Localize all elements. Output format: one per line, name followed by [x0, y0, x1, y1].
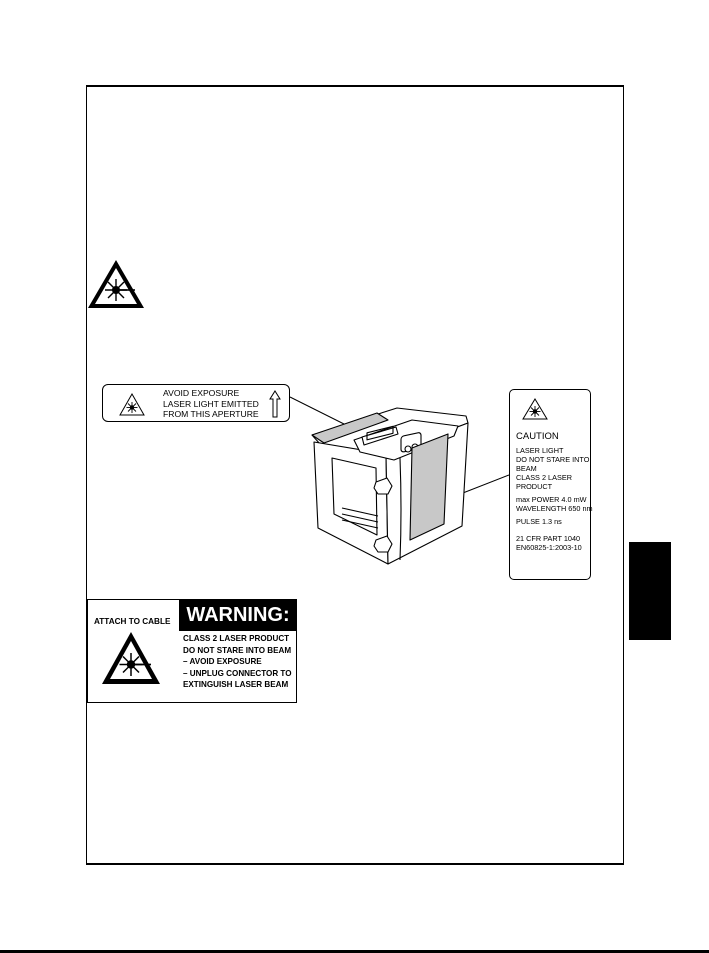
- warning-header: WARNING:: [179, 600, 297, 631]
- caution-line: CLASS 2 LASER: [516, 473, 572, 482]
- warning-body: [183, 633, 292, 691]
- warning-line: DO NOT STARE INTO BEAM: [183, 645, 292, 655]
- up-arrow-icon: [269, 390, 281, 418]
- caution-spec: max POWER 4.0 mW: [516, 495, 587, 504]
- caution-line: LASER LIGHT: [516, 446, 564, 455]
- aperture-label-line: LASER LIGHT EMITTED: [163, 398, 259, 409]
- aperture-warning-label: [102, 384, 290, 422]
- laser-warning-triangle-icon: [86, 258, 146, 310]
- laser-warning-triangle-icon: [100, 630, 162, 686]
- laser-warning-triangle-icon: [119, 393, 145, 416]
- caution-standard: EN60825-1:2003-10: [516, 543, 582, 552]
- caution-body: [516, 446, 592, 552]
- warning-line: CLASS 2 LASER PRODUCT: [183, 634, 290, 643]
- warning-line: – AVOID EXPOSURE: [183, 657, 262, 666]
- laser-warning-triangle-icon: [522, 398, 548, 420]
- aperture-label-line: FROM THIS APERTURE: [163, 409, 259, 419]
- caution-line: PRODUCT: [516, 482, 553, 491]
- warning-line: – UNPLUG CONNECTOR TO: [183, 668, 292, 678]
- aperture-label-text: [163, 388, 259, 420]
- caution-standard: 21 CFR PART 1040: [516, 534, 581, 543]
- caution-label: [509, 389, 591, 580]
- warning-line: EXTINGUISH LASER BEAM: [183, 680, 289, 689]
- caution-line: DO NOT STARE INTO: [516, 455, 590, 464]
- caution-pulse: PULSE 1.3 ns: [516, 517, 562, 526]
- caution-title: CAUTION: [516, 431, 559, 442]
- aperture-label-line: AVOID EXPOSURE: [163, 388, 240, 398]
- caution-spec: WAVELENGTH 650 nm: [516, 504, 593, 513]
- section-side-tab: [629, 542, 671, 640]
- attach-to-cable-text: ATTACH TO CABLE: [94, 617, 171, 626]
- laser-sensor-device-illustration: [290, 390, 520, 580]
- cable-warning-label: [87, 599, 297, 703]
- caution-line: BEAM: [516, 464, 537, 473]
